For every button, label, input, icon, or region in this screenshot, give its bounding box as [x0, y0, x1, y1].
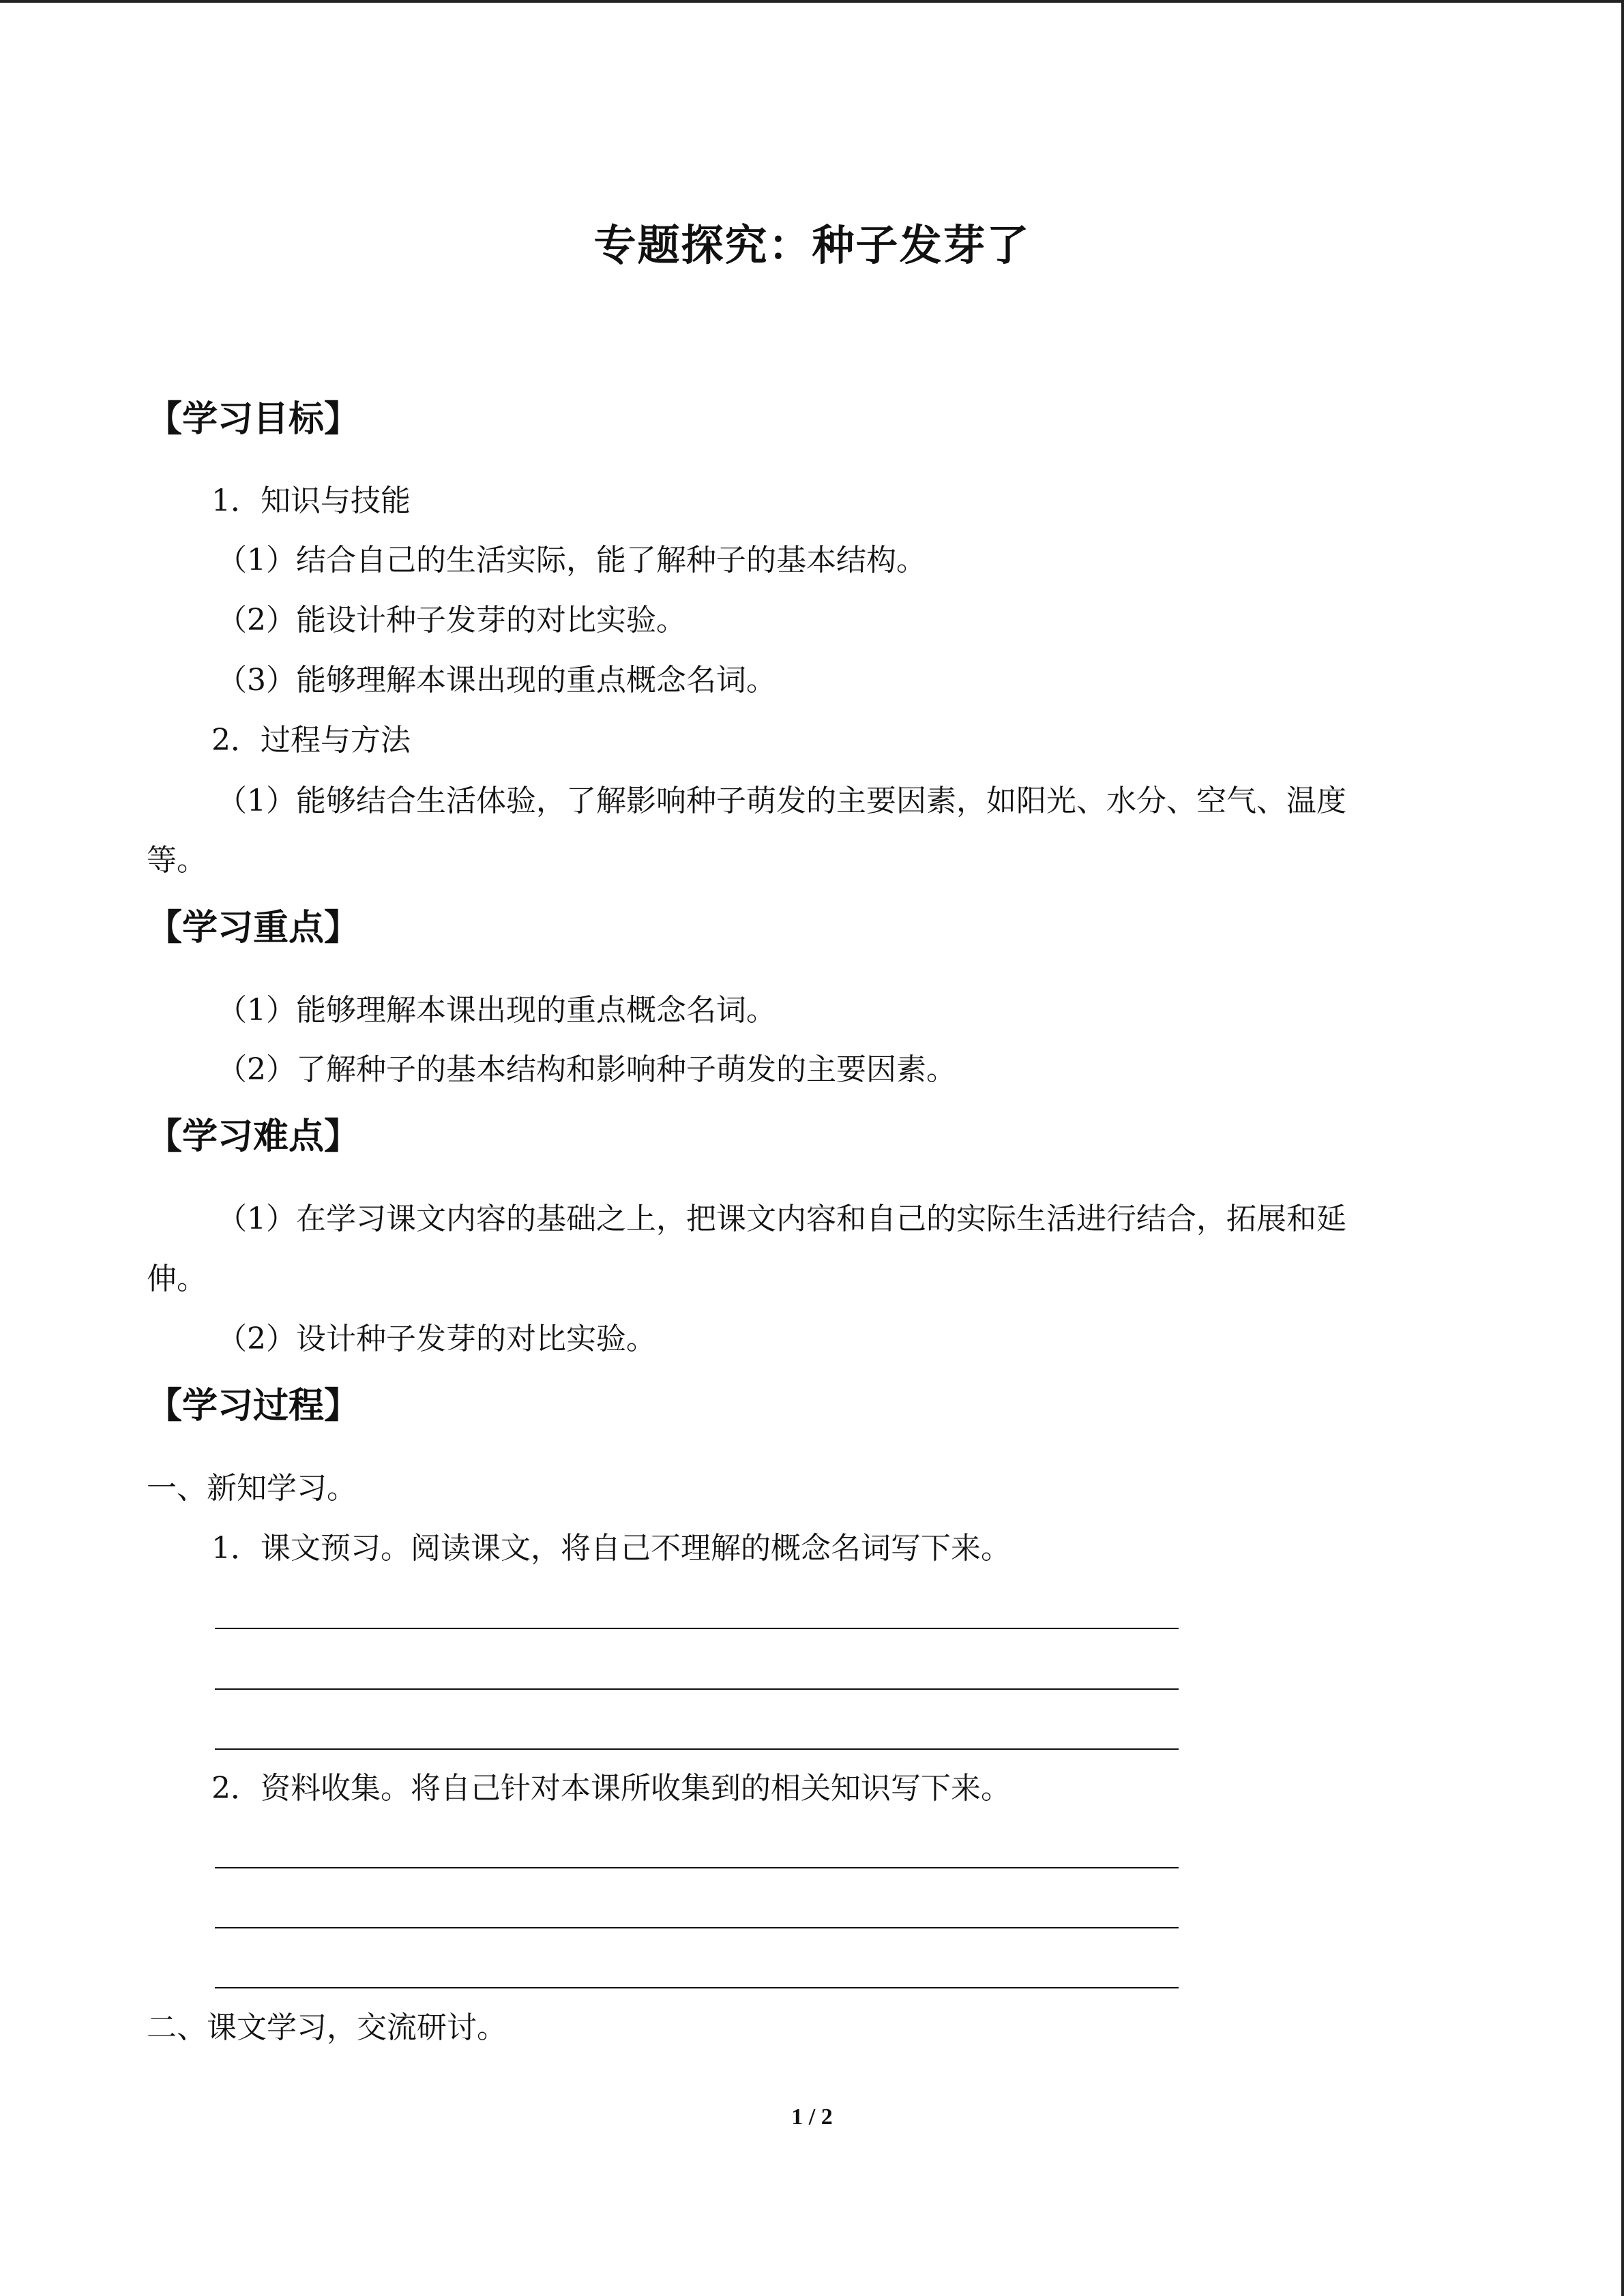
answer-blank-line[interactable] — [215, 1748, 1179, 1750]
difficulty-item: （1）在学习课文内容的基础之上，把课文内容和自己的实际生活进行结合，拓展和延 — [217, 1202, 1346, 1236]
objective-item: （2）能设计种子发芽的对比实验。 — [217, 603, 686, 638]
objective-item-continuation: 等。 — [147, 843, 207, 878]
objective-item: （1）能够结合生活体验，了解影响种子萌发的主要因素，如阳光、水分、空气、温度 — [217, 784, 1346, 818]
key-point-item: （2）了解种子的基本结构和影响种子萌发的主要因素。 — [217, 1052, 956, 1087]
answer-blank-line[interactable] — [215, 1867, 1179, 1868]
answer-blank-line[interactable] — [215, 1927, 1179, 1928]
section-heading-objectives: 【学习目标】 — [147, 399, 360, 440]
process-task: 2．资料收集。将自己针对本课所收集到的相关知识写下来。 — [211, 1771, 1011, 1806]
page-border-top — [0, 0, 1624, 3]
process-method-heading: 2．过程与方法 — [211, 723, 411, 758]
page-border-right — [1621, 0, 1624, 2296]
knowledge-skills-heading: 1．知识与技能 — [211, 483, 411, 518]
answer-blank-line[interactable] — [215, 1987, 1179, 1988]
difficulty-item-continuation: 伸。 — [147, 1262, 207, 1296]
key-point-item: （1）能够理解本课出现的重点概念名词。 — [217, 993, 776, 1028]
answer-blank-line[interactable] — [215, 1628, 1179, 1629]
page-number: 1 / 2 — [791, 2104, 833, 2130]
difficulty-item: （2）设计种子发芽的对比实验。 — [217, 1322, 656, 1356]
section-heading-key-points: 【学习重点】 — [147, 908, 360, 949]
document-title: 专题探究：种子发芽了 — [593, 220, 1031, 270]
objective-item: （3）能够理解本课出现的重点概念名词。 — [217, 663, 776, 698]
section-heading-difficulties: 【学习难点】 — [147, 1116, 360, 1157]
process-part-heading: 一、新知学习。 — [147, 1471, 357, 1506]
objective-item: （1）结合自己的生活实际，能了解种子的基本结构。 — [217, 543, 926, 578]
process-part-heading: 二、课文学习，交流研讨。 — [147, 2010, 507, 2045]
process-task: 1．课文预习。阅读课文，将自己不理解的概念名词写下来。 — [211, 1531, 1011, 1566]
answer-blank-line[interactable] — [215, 1688, 1179, 1690]
section-heading-process: 【学习过程】 — [147, 1386, 360, 1427]
